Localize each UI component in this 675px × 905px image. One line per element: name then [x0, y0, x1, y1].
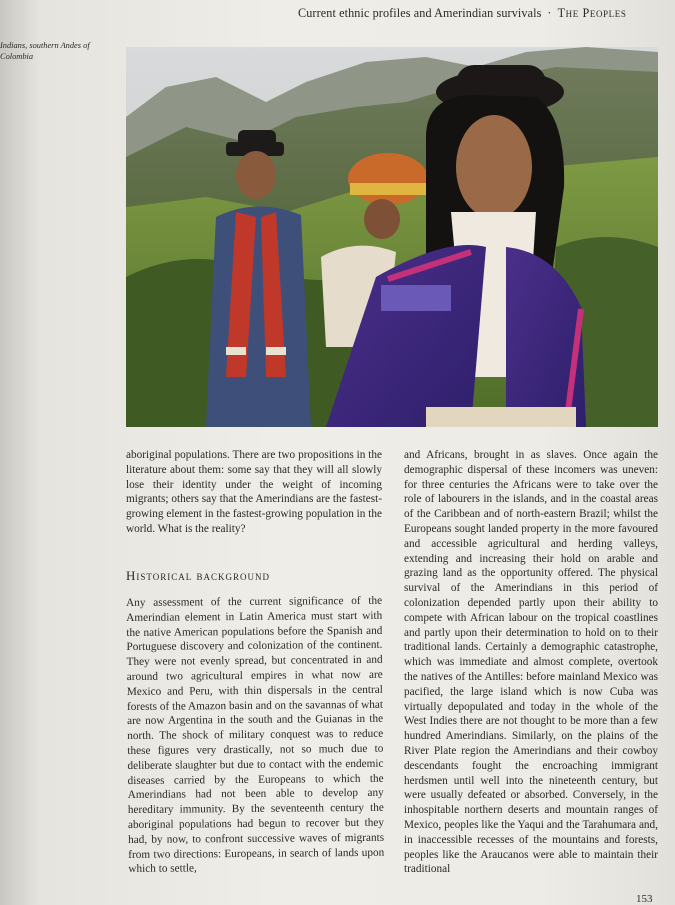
- running-head-separator: ·: [547, 6, 552, 20]
- left-column-intro-text: aboriginal populations. There are two propositions in the literature about them: some say that they will all slowly lose their identity under the weight of incoming migrants; others say that the Amerindians are the fastest-growing element in the fastest-growing population in the world. What is the reality?: [126, 449, 382, 535]
- left-column-body-text: Any assessment of the current significance of the Amerindian element in Latin America must start with the native American populations before the Spanish and Portuguese discovery and colonization of the continent. They were not evenly spread, but concentrated in and around two agricultural empires in what now are Mexico and Peru, with thin dispersals in the central forests of the Amazon basin and on the savannas of what are now Argentina in the south and the Guianas in the north. The shock of military conquest was to reduce these figures very drastically, not so much due to deliberate slaughter but due to contact with the endemic diseases carried by the Europeans to which the Amerindians had not been able to develop any hereditary immunity. By the seventeenth century the aboriginal populations had begun to recover but they had, by now, to confront successive waves of migrants from two directions: Europeans, in search of lands upon which to settle,: [126, 594, 385, 876]
- right-column-text: and Africans, brought in as slaves. Once again the demographic dispersal of these incomers was uneven: for three centuries the Africans were to take over the role of labourers in the islands, and in the coastal areas of the Caribbean and of north-eastern Brazil; whilst the Europeans sought landed property in the more favoured and accessible agricultural and herding valleys, extending and increasing their hold on arable and grazing land as the opportunity offered. The physical survival of the Amerindians in this period of colonization depended partly upon their ability to compete with African labour on the tropical coastlines and partly upon their determination to hold on to their traditional lands. Certainly a demographic catastrophe, which was immediate and almost complete, overtook the natives of the Antilles: before mainland Mexico was pacified, the large island which is now Cuba was virtually depopulated and today in the whole of the West Indies there are not thought to be more than a few hundred Amerindians. Similarly, on the plains of the River Plate region the Amerindians and their cowboy descendants fought the encroaching immigrant herdsmen until well into the nineteenth century, but were usually defeated or absorbed. Conversely, in the inhospitable northern deserts and mountain ranges of Mexico, peoples like the Yaqui and the Tarahumara and, in inaccessible recesses of the mountains and forests, peoples like the Araucanos were able to maintain their traditional: [404, 449, 658, 876]
- page-number: 153: [636, 893, 653, 905]
- photograph: [126, 47, 658, 427]
- left-column-body: [126, 594, 384, 877]
- running-head: [298, 6, 660, 21]
- left-column-intro: [126, 448, 382, 537]
- photo-caption: Indians, southern Andes of Colombia: [0, 41, 90, 61]
- right-column: [404, 448, 658, 877]
- section-heading: Historical background: [126, 568, 270, 583]
- running-head-chapter: Current ethnic profiles and Amerindian survivals: [298, 6, 542, 20]
- photo-illustration: [126, 47, 658, 427]
- running-head-section: The Peoples: [557, 6, 627, 20]
